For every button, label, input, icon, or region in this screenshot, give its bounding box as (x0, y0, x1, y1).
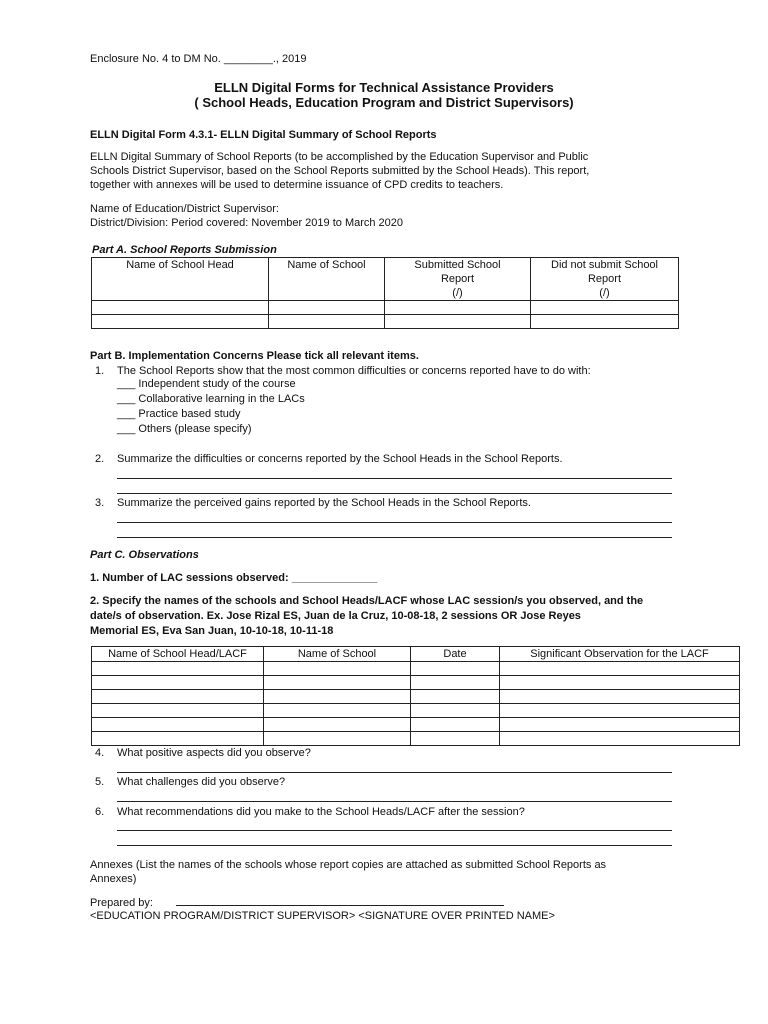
option-others[interactable]: ___ Others (please specify) (117, 423, 252, 435)
part-c-q6-text: What recommendations did you make to the School Heads/LACF after the session? (117, 806, 525, 818)
table-cell[interactable] (269, 315, 385, 329)
part-c-q1: 1. Number of LAC sessions observed: ______________ (90, 572, 378, 584)
table-cell[interactable] (500, 690, 740, 704)
answer-line[interactable] (117, 845, 672, 846)
answer-line[interactable] (117, 478, 672, 479)
part-b-q3-text: Summarize the perceived gains reported by the School Heads in the School Reports. (117, 497, 531, 509)
answer-line[interactable] (117, 522, 672, 523)
table-row (92, 301, 679, 315)
prepared-by-signature-line[interactable] (176, 905, 504, 906)
table-cell[interactable] (411, 704, 500, 718)
table-cell[interactable] (500, 676, 740, 690)
table-cell[interactable] (500, 662, 740, 676)
col-header-school-head: Name of School Head (92, 258, 269, 301)
col-header-observation: Significant Observation for the LACF (500, 647, 740, 662)
table-cell[interactable] (92, 301, 269, 315)
col-header-not-submitted: Did not submit School Report (/) (531, 258, 679, 301)
part-c-q5-text: What challenges did you observe? (117, 776, 286, 788)
table-cell[interactable] (385, 301, 531, 315)
table-cell[interactable] (411, 676, 500, 690)
table-row (92, 315, 679, 329)
part-c-q4-number: 4. (95, 747, 105, 759)
option-collaborative-learning[interactable]: ___ Collaborative learning in the LACs (117, 393, 305, 405)
col-header-school-name: Name of School (264, 647, 411, 662)
table-cell[interactable] (92, 732, 264, 746)
table-cell[interactable] (411, 662, 500, 676)
table-cell[interactable] (92, 718, 264, 732)
table-cell[interactable] (92, 662, 264, 676)
col-header-school-head-lacf: Name of School Head/LACF (92, 647, 264, 662)
part-c-q4-text: What positive aspects did you observe? (117, 747, 311, 759)
signature-caption: <EDUCATION PROGRAM/DISTRICT SUPERVISOR> <SIGNATURE OVER PRINTED NAME> (90, 910, 555, 922)
part-c-heading: Part C. Observations (90, 549, 199, 561)
table-cell[interactable] (92, 315, 269, 329)
option-independent-study[interactable]: ___ Independent study of the course (117, 378, 296, 390)
table-cell[interactable] (531, 315, 679, 329)
answer-line[interactable] (117, 801, 672, 802)
part-b-q1-number: 1. (95, 365, 105, 377)
col-header-date: Date (411, 647, 500, 662)
table-cell[interactable] (92, 690, 264, 704)
col-header-school: Name of School (269, 258, 385, 301)
table-row (92, 676, 740, 690)
part-c-q6-number: 6. (95, 806, 105, 818)
table-row (92, 704, 740, 718)
table-header-row (92, 647, 740, 662)
lac-observation-table (91, 646, 740, 746)
prepared-by-label: Prepared by: (90, 897, 153, 909)
table-cell[interactable] (269, 301, 385, 315)
table-cell[interactable] (500, 732, 740, 746)
part-b-heading: Part B. Implementation Concerns Please tick all relevant items. (90, 350, 419, 362)
table-row (92, 718, 740, 732)
answer-line[interactable] (117, 493, 672, 494)
enclosure-line: Enclosure No. 4 to DM No. ________., 2019 (90, 53, 307, 65)
district-period-line: District/Division: Period covered: November 2019 to March 2020 (90, 217, 404, 229)
table-cell[interactable] (385, 315, 531, 329)
table-cell[interactable] (411, 718, 500, 732)
table-cell[interactable] (264, 704, 411, 718)
table-cell[interactable] (92, 676, 264, 690)
table-cell[interactable] (500, 704, 740, 718)
table-cell[interactable] (264, 718, 411, 732)
answer-line[interactable] (117, 772, 672, 773)
table-cell[interactable] (411, 732, 500, 746)
part-a-heading: Part A. School Reports Submission (92, 244, 277, 256)
supervisor-name-line: Name of Education/District Supervisor: (90, 203, 279, 215)
part-b-q1-text: The School Reports show that the most common difficulties or concerns reported have to do with: (117, 365, 591, 377)
part-b-q2-number: 2. (95, 453, 105, 465)
table-cell[interactable] (264, 662, 411, 676)
table-row (92, 732, 740, 746)
concern-options-list (117, 377, 305, 437)
table-cell[interactable] (531, 301, 679, 315)
option-practice-based-study[interactable]: ___ Practice based study (117, 408, 241, 420)
document-title-line2: ( School Heads, Education Program and District Supervisors) (194, 95, 574, 110)
table-cell[interactable] (264, 732, 411, 746)
table-cell[interactable] (500, 718, 740, 732)
table-cell[interactable] (411, 690, 500, 704)
table-row (92, 690, 740, 704)
answer-line[interactable] (117, 537, 672, 538)
answer-line[interactable] (117, 830, 672, 831)
table-header-row (92, 258, 679, 301)
part-b-q3-number: 3. (95, 497, 105, 509)
col-header-submitted: Submitted School Report (/) (385, 258, 531, 301)
document-title-line1: ELLN Digital Forms for Technical Assistance Providers (214, 80, 554, 95)
part-c-q5-number: 5. (95, 776, 105, 788)
table-cell[interactable] (264, 676, 411, 690)
table-cell[interactable] (264, 690, 411, 704)
school-reports-table (91, 257, 679, 329)
table-row (92, 662, 740, 676)
table-cell[interactable] (92, 704, 264, 718)
part-b-q2-text: Summarize the difficulties or concerns reported by the School Heads in the School Reports. (117, 453, 563, 465)
form-title: ELLN Digital Form 4.3.1- ELLN Digital Summary of School Reports (90, 129, 437, 141)
